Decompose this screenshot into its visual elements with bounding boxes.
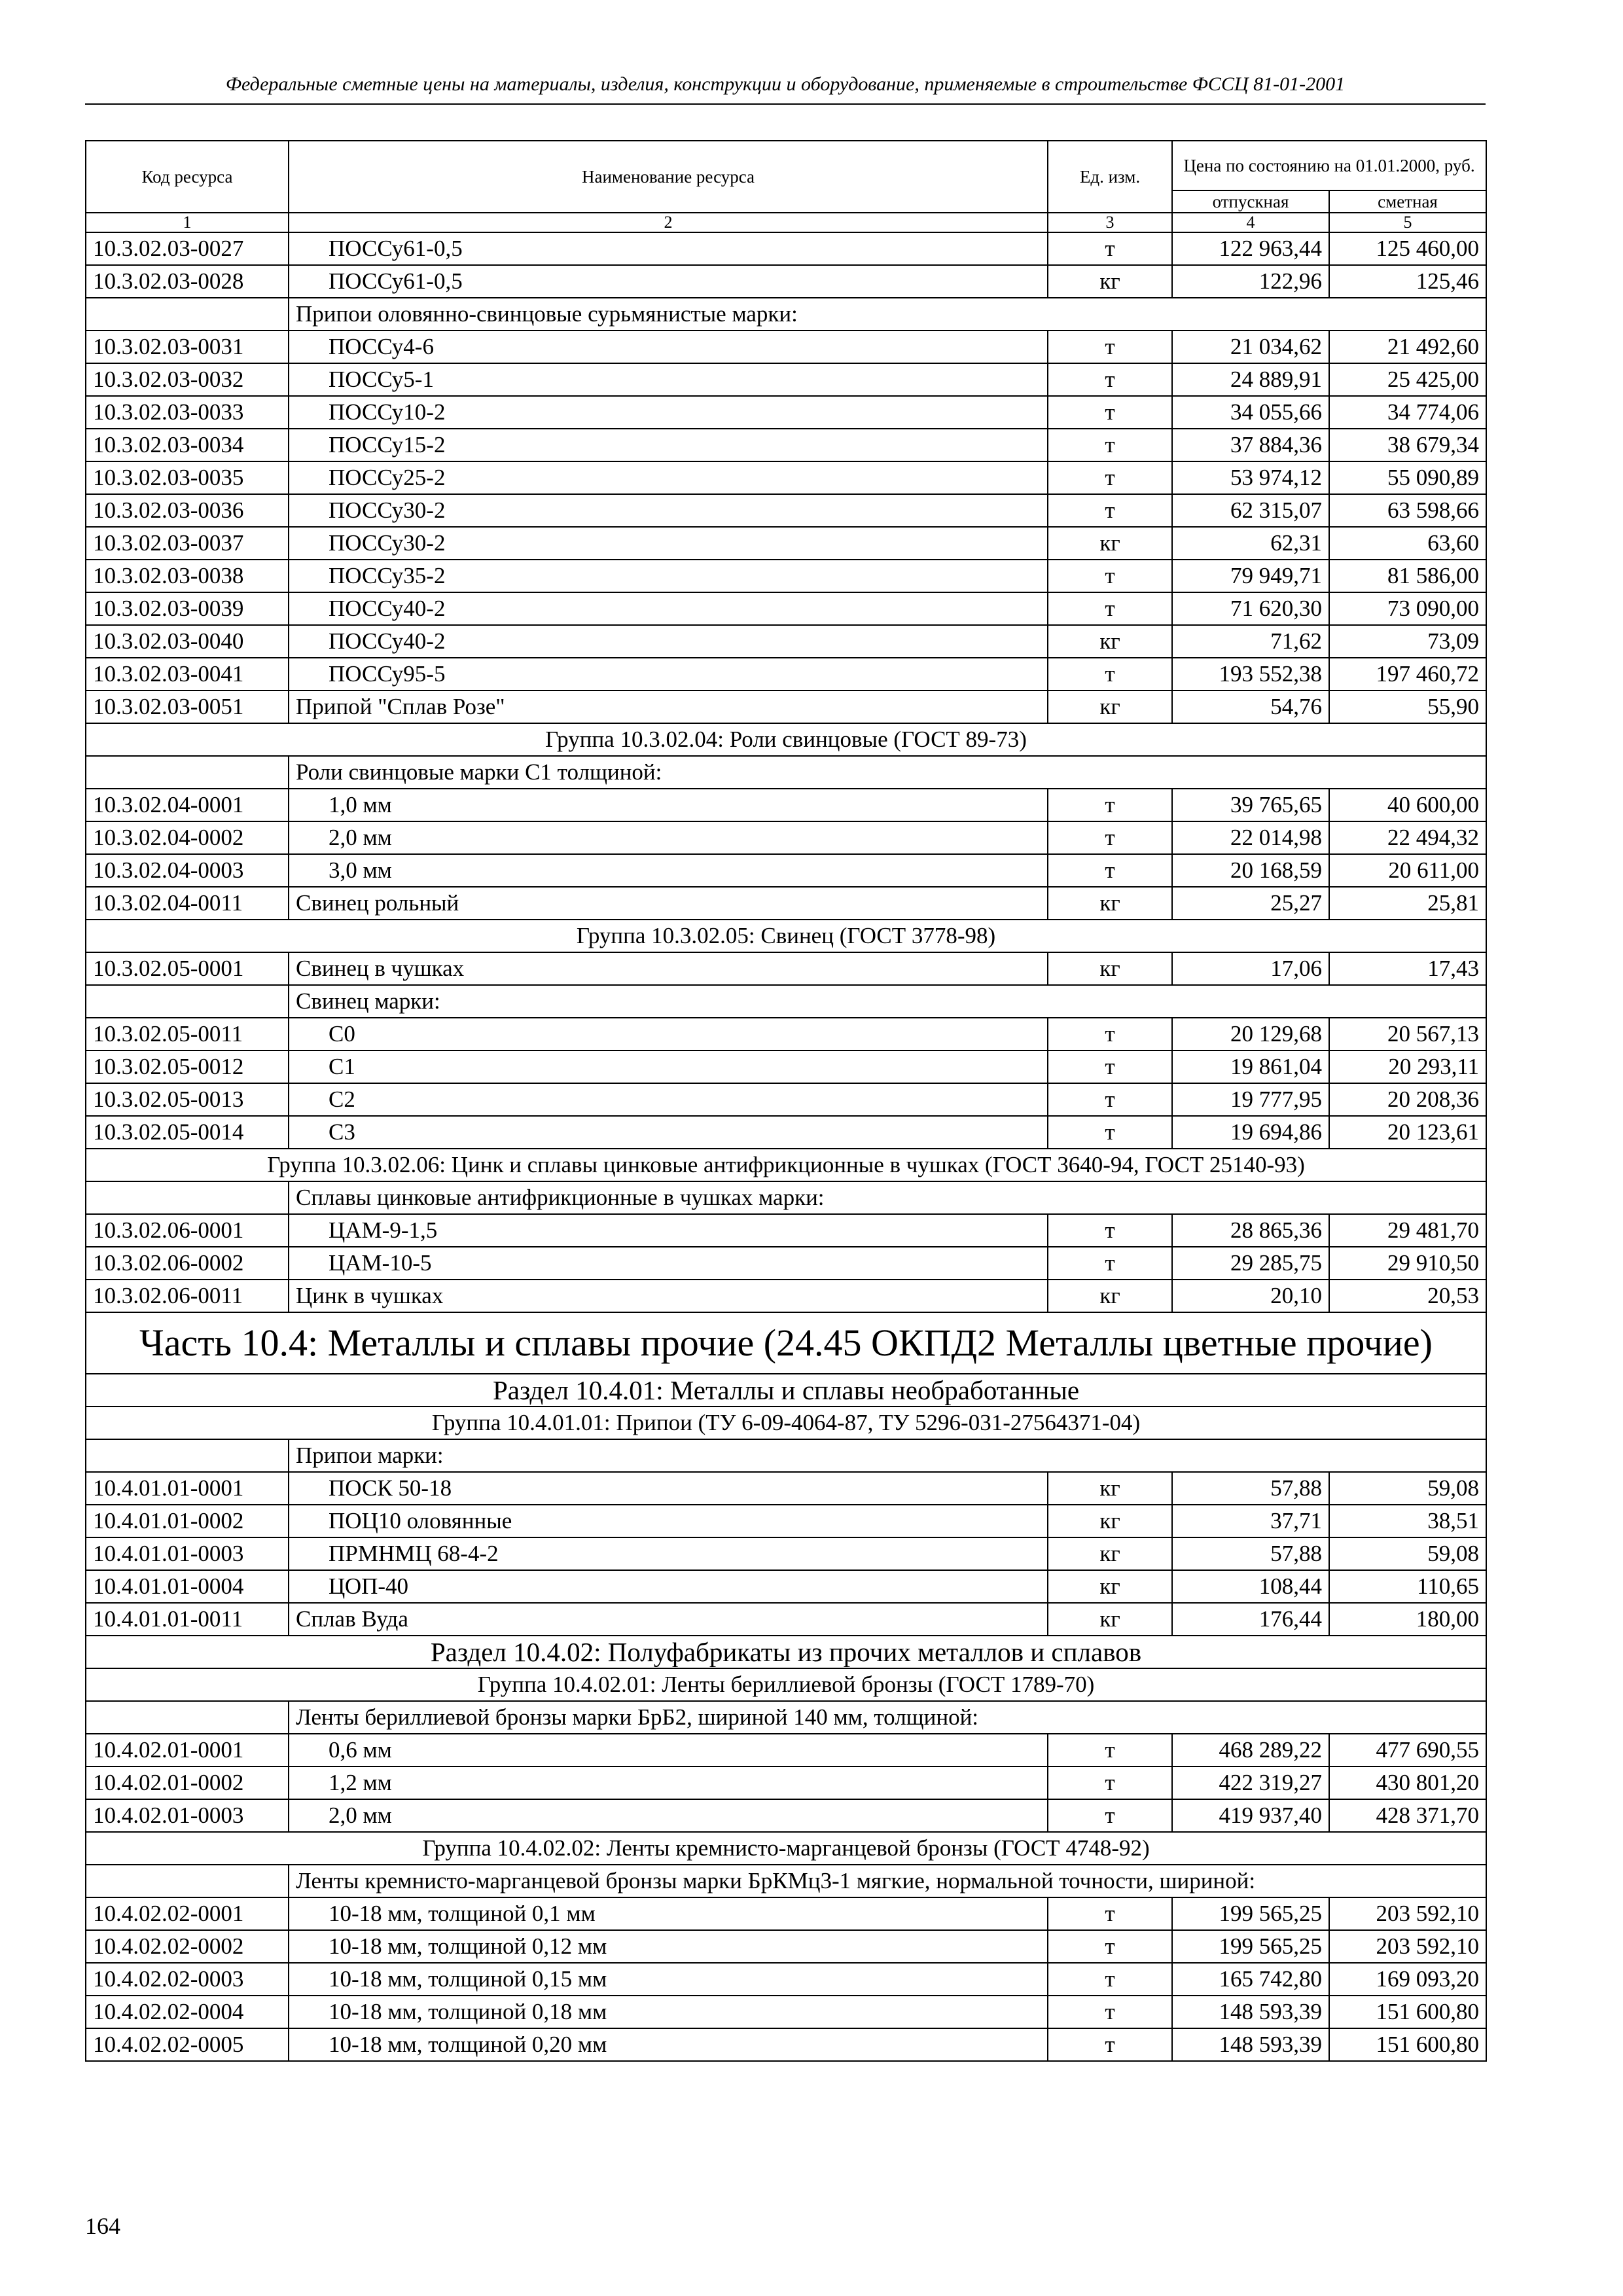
price-estimate: 430 801,20 <box>1329 1767 1486 1799</box>
resource-name: ПОССу30-2 <box>289 527 1048 560</box>
table-row <box>86 1734 1486 1767</box>
price-release: 22 014,98 <box>1172 821 1329 854</box>
price-release: 17,06 <box>1172 952 1329 985</box>
price-estimate: 55,90 <box>1329 691 1486 723</box>
unit-of-measure: т <box>1048 1767 1172 1799</box>
price-estimate: 203 592,10 <box>1329 1930 1486 1963</box>
price-release: 468 289,22 <box>1172 1734 1329 1767</box>
resource-code: 10.3.02.04-0001 <box>86 789 289 821</box>
header-price: Цена по состоянию на 01.01.2000, руб. <box>1172 141 1486 190</box>
empty-code-cell <box>86 756 289 789</box>
price-release: 20 129,68 <box>1172 1018 1329 1050</box>
resource-code: 10.3.02.03-0036 <box>86 494 289 527</box>
table-row <box>86 265 1486 298</box>
price-release: 21 034,62 <box>1172 331 1329 363</box>
table-row <box>86 1767 1486 1799</box>
price-release: 25,27 <box>1172 887 1329 920</box>
group-heading-row <box>86 1407 1486 1439</box>
table-row <box>86 1897 1486 1930</box>
resource-code: 10.3.02.03-0032 <box>86 363 289 396</box>
unit-of-measure: т <box>1048 1247 1172 1280</box>
resource-code: 10.3.02.05-0011 <box>86 1018 289 1050</box>
resource-name: ПОСК 50-18 <box>289 1472 1048 1505</box>
resource-name: 1,2 мм <box>289 1767 1048 1799</box>
column-number: 1 <box>86 213 289 232</box>
part-heading: Часть 10.4: Металлы и сплавы прочие (24.45 ОКПД2 Металлы цветные прочие) <box>86 1312 1486 1374</box>
unit-of-measure: т <box>1048 363 1172 396</box>
resource-code: 10.4.01.01-0004 <box>86 1570 289 1603</box>
price-release: 193 552,38 <box>1172 658 1329 691</box>
resource-code: 10.4.01.01-0002 <box>86 1505 289 1537</box>
table-row <box>86 1570 1486 1603</box>
table-row <box>86 1018 1486 1050</box>
subheading-text: Сплавы цинковые антифрикционные в чушках марки: <box>289 1181 1486 1214</box>
table-row <box>86 854 1486 887</box>
price-release: 199 565,25 <box>1172 1897 1329 1930</box>
empty-code-cell <box>86 1701 289 1734</box>
resource-code: 10.4.01.01-0003 <box>86 1537 289 1570</box>
price-estimate: 20 208,36 <box>1329 1083 1486 1116</box>
unit-of-measure: кг <box>1048 887 1172 920</box>
price-estimate: 20 123,61 <box>1329 1116 1486 1149</box>
table-row <box>86 1050 1486 1083</box>
price-release: 20 168,59 <box>1172 854 1329 887</box>
price-release: 28 865,36 <box>1172 1214 1329 1247</box>
price-estimate: 21 492,60 <box>1329 331 1486 363</box>
resource-code: 10.3.02.03-0031 <box>86 331 289 363</box>
price-release: 19 694,86 <box>1172 1116 1329 1149</box>
resource-name: 2,0 мм <box>289 821 1048 854</box>
resource-code: 10.3.02.05-0013 <box>86 1083 289 1116</box>
unit-of-measure: т <box>1048 1734 1172 1767</box>
price-release: 71 620,30 <box>1172 592 1329 625</box>
table-row <box>86 527 1486 560</box>
resource-code: 10.4.02.01-0003 <box>86 1799 289 1832</box>
price-estimate: 40 600,00 <box>1329 789 1486 821</box>
unit-of-measure: т <box>1048 1963 1172 1996</box>
resource-name: 1,0 мм <box>289 789 1048 821</box>
resource-name: ПОССу40-2 <box>289 625 1048 658</box>
price-release: 24 889,91 <box>1172 363 1329 396</box>
resource-code: 10.4.01.01-0011 <box>86 1603 289 1636</box>
resource-name: Припой "Сплав Розе" <box>289 691 1048 723</box>
price-estimate: 73 090,00 <box>1329 592 1486 625</box>
resource-name: С2 <box>289 1083 1048 1116</box>
price-release: 54,76 <box>1172 691 1329 723</box>
unit-of-measure: т <box>1048 232 1172 265</box>
subheading-text: Припои оловянно-свинцовые сурьмянистые марки: <box>289 298 1486 331</box>
unit-of-measure: т <box>1048 331 1172 363</box>
empty-code-cell <box>86 1439 289 1472</box>
section-heading: Раздел 10.4.01: Металлы и сплавы необработанные <box>86 1374 1486 1407</box>
subheading-row <box>86 756 1486 789</box>
unit-of-measure: т <box>1048 461 1172 494</box>
resource-name: Сплав Вуда <box>289 1603 1048 1636</box>
price-estimate: 151 600,80 <box>1329 2028 1486 2061</box>
header-unit: Ед. изм. <box>1048 141 1172 213</box>
price-release: 79 949,71 <box>1172 560 1329 592</box>
resource-name: ПОССу25-2 <box>289 461 1048 494</box>
table-row <box>86 560 1486 592</box>
resource-code: 10.3.02.03-0038 <box>86 560 289 592</box>
price-estimate: 63,60 <box>1329 527 1486 560</box>
resource-code: 10.3.02.03-0040 <box>86 625 289 658</box>
price-estimate: 59,08 <box>1329 1472 1486 1505</box>
table-row <box>86 1247 1486 1280</box>
resource-name: 10-18 мм, толщиной 0,12 мм <box>289 1930 1048 1963</box>
price-estimate: 477 690,55 <box>1329 1734 1486 1767</box>
resource-name: ПОССу4-6 <box>289 331 1048 363</box>
table-row <box>86 1963 1486 1996</box>
subheading-text: Свинец марки: <box>289 985 1486 1018</box>
price-release: 71,62 <box>1172 625 1329 658</box>
resource-name: 10-18 мм, толщиной 0,18 мм <box>289 1996 1048 2028</box>
resource-name: ПОССу5-1 <box>289 363 1048 396</box>
unit-of-measure: кг <box>1048 1472 1172 1505</box>
price-estimate: 125 460,00 <box>1329 232 1486 265</box>
resource-name: 10-18 мм, толщиной 0,20 мм <box>289 2028 1048 2061</box>
table-row <box>86 592 1486 625</box>
resource-code: 10.3.02.06-0002 <box>86 1247 289 1280</box>
price-estimate: 22 494,32 <box>1329 821 1486 854</box>
table-row <box>86 1603 1486 1636</box>
column-number: 3 <box>1048 213 1172 232</box>
table-row <box>86 429 1486 461</box>
subheading-row <box>86 1865 1486 1897</box>
price-release: 37 884,36 <box>1172 429 1329 461</box>
unit-of-measure: т <box>1048 854 1172 887</box>
table-row <box>86 821 1486 854</box>
header-name: Наименование ресурса <box>289 141 1048 213</box>
unit-of-measure: кг <box>1048 1505 1172 1537</box>
resource-code: 10.3.02.05-0001 <box>86 952 289 985</box>
resource-name: 10-18 мм, толщиной 0,15 мм <box>289 1963 1048 1996</box>
unit-of-measure: т <box>1048 1930 1172 1963</box>
resource-name: ЦАМ-10-5 <box>289 1247 1048 1280</box>
page-number: 164 <box>85 2213 120 2239</box>
unit-of-measure: кг <box>1048 1537 1172 1570</box>
price-release: 419 937,40 <box>1172 1799 1329 1832</box>
resource-name: ЦОП-40 <box>289 1570 1048 1603</box>
resource-code: 10.3.02.03-0028 <box>86 265 289 298</box>
unit-of-measure: т <box>1048 1116 1172 1149</box>
price-estimate: 25,81 <box>1329 887 1486 920</box>
price-release: 422 319,27 <box>1172 1767 1329 1799</box>
unit-of-measure: кг <box>1048 691 1172 723</box>
price-release: 57,88 <box>1172 1537 1329 1570</box>
subheading-row <box>86 1181 1486 1214</box>
resource-code: 10.3.02.03-0034 <box>86 429 289 461</box>
column-number: 2 <box>289 213 1048 232</box>
column-number: 4 <box>1172 213 1329 232</box>
resource-name: ПОССу95-5 <box>289 658 1048 691</box>
price-estimate: 151 600,80 <box>1329 1996 1486 2028</box>
price-estimate: 17,43 <box>1329 952 1486 985</box>
subheading-row <box>86 1701 1486 1734</box>
unit-of-measure: т <box>1048 396 1172 429</box>
resource-name: ПОССу61-0,5 <box>289 232 1048 265</box>
table-row <box>86 363 1486 396</box>
price-release: 108,44 <box>1172 1570 1329 1603</box>
unit-of-measure: т <box>1048 429 1172 461</box>
resource-name: 10-18 мм, толщиной 0,1 мм <box>289 1897 1048 1930</box>
header-code: Код ресурса <box>86 141 289 213</box>
price-release: 62 315,07 <box>1172 494 1329 527</box>
price-estimate: 20 293,11 <box>1329 1050 1486 1083</box>
unit-of-measure: кг <box>1048 625 1172 658</box>
price-estimate: 203 592,10 <box>1329 1897 1486 1930</box>
section-heading-row <box>86 1636 1486 1668</box>
resource-code: 10.3.02.05-0014 <box>86 1116 289 1149</box>
resource-code: 10.4.02.02-0004 <box>86 1996 289 2028</box>
unit-of-measure: т <box>1048 560 1172 592</box>
table-row <box>86 2028 1486 2061</box>
price-release: 148 593,39 <box>1172 1996 1329 2028</box>
resource-code: 10.3.02.03-0041 <box>86 658 289 691</box>
price-release: 19 861,04 <box>1172 1050 1329 1083</box>
price-release: 199 565,25 <box>1172 1930 1329 1963</box>
resource-code: 10.3.02.06-0001 <box>86 1214 289 1247</box>
subheading-row <box>86 1439 1486 1472</box>
price-estimate: 34 774,06 <box>1329 396 1486 429</box>
price-release: 148 593,39 <box>1172 2028 1329 2061</box>
unit-of-measure: кг <box>1048 1603 1172 1636</box>
unit-of-measure: т <box>1048 1799 1172 1832</box>
header-rule <box>85 103 1486 105</box>
price-estimate: 29 910,50 <box>1329 1247 1486 1280</box>
running-header: Федеральные сметные цены на материалы, изделия, конструкции и оборудование, применяемые в строительстве ФССЦ 81-01-2001 <box>225 73 1346 95</box>
resource-code: 10.3.02.03-0033 <box>86 396 289 429</box>
price-release: 34 055,66 <box>1172 396 1329 429</box>
price-release: 57,88 <box>1172 1472 1329 1505</box>
subheading-row <box>86 985 1486 1018</box>
section-heading-row <box>86 1374 1486 1407</box>
subheading-text: Ленты кремнисто-марганцевой бронзы марки БрКМц3-1 мягкие, нормальной точности, шириной: <box>289 1865 1486 1897</box>
price-release: 39 765,65 <box>1172 789 1329 821</box>
group-heading-row <box>86 1668 1486 1701</box>
unit-of-measure: т <box>1048 658 1172 691</box>
subheading-row <box>86 298 1486 331</box>
header-price-estimate: сметная <box>1329 190 1486 213</box>
price-estimate: 59,08 <box>1329 1537 1486 1570</box>
empty-code-cell <box>86 1181 289 1214</box>
table-row <box>86 691 1486 723</box>
price-estimate: 73,09 <box>1329 625 1486 658</box>
price-estimate: 20 611,00 <box>1329 854 1486 887</box>
unit-of-measure: кг <box>1048 527 1172 560</box>
subheading-text: Роли свинцовые марки С1 толщиной: <box>289 756 1486 789</box>
table-row <box>86 1996 1486 2028</box>
table-row <box>86 232 1486 265</box>
table-row <box>86 625 1486 658</box>
table-row <box>86 1537 1486 1570</box>
price-estimate: 125,46 <box>1329 265 1486 298</box>
table-row <box>86 1930 1486 1963</box>
price-estimate: 55 090,89 <box>1329 461 1486 494</box>
table-row <box>86 789 1486 821</box>
group-heading-row <box>86 723 1486 756</box>
resource-code: 10.4.01.01-0001 <box>86 1472 289 1505</box>
table-row <box>86 1214 1486 1247</box>
group-heading: Группа 10.4.01.01: Припои (ТУ 6-09-4064-87, ТУ 5296-031-27564371-04) <box>86 1407 1486 1439</box>
price-estimate: 428 371,70 <box>1329 1799 1486 1832</box>
table-row <box>86 1472 1486 1505</box>
subheading-text: Припои марки: <box>289 1439 1486 1472</box>
price-estimate: 81 586,00 <box>1329 560 1486 592</box>
price-estimate: 63 598,66 <box>1329 494 1486 527</box>
part-heading-row <box>86 1312 1486 1374</box>
unit-of-measure: т <box>1048 1018 1172 1050</box>
price-estimate: 29 481,70 <box>1329 1214 1486 1247</box>
resource-name: ЦАМ-9-1,5 <box>289 1214 1048 1247</box>
unit-of-measure: кг <box>1048 265 1172 298</box>
table-row <box>86 952 1486 985</box>
resource-name: ПОССу61-0,5 <box>289 265 1048 298</box>
group-heading: Группа 10.4.02.02: Ленты кремнисто-марганцевой бронзы (ГОСТ 4748-92) <box>86 1832 1486 1865</box>
price-release: 176,44 <box>1172 1603 1329 1636</box>
resource-name: Свинец рольный <box>289 887 1048 920</box>
empty-code-cell <box>86 985 289 1018</box>
unit-of-measure: т <box>1048 789 1172 821</box>
unit-of-measure: кг <box>1048 1280 1172 1312</box>
price-estimate: 20 567,13 <box>1329 1018 1486 1050</box>
group-heading: Группа 10.3.02.04: Роли свинцовые (ГОСТ 89-73) <box>86 723 1486 756</box>
group-heading: Группа 10.3.02.05: Свинец (ГОСТ 3778-98) <box>86 920 1486 952</box>
table-row <box>86 1280 1486 1312</box>
resource-code: 10.4.02.02-0001 <box>86 1897 289 1930</box>
resource-name: 2,0 мм <box>289 1799 1048 1832</box>
resource-name: 3,0 мм <box>289 854 1048 887</box>
empty-code-cell <box>86 298 289 331</box>
resource-name: Свинец в чушках <box>289 952 1048 985</box>
table-row <box>86 658 1486 691</box>
resource-code: 10.3.02.04-0003 <box>86 854 289 887</box>
table-body <box>86 232 1486 2061</box>
resource-code: 10.3.02.03-0027 <box>86 232 289 265</box>
table-row <box>86 494 1486 527</box>
unit-of-measure: т <box>1048 1083 1172 1116</box>
unit-of-measure: кг <box>1048 1570 1172 1603</box>
table-row <box>86 1116 1486 1149</box>
resource-name: Цинк в чушках <box>289 1280 1048 1312</box>
price-estimate: 197 460,72 <box>1329 658 1486 691</box>
resource-code: 10.3.02.05-0012 <box>86 1050 289 1083</box>
resource-name: С0 <box>289 1018 1048 1050</box>
resource-name: ПОССу40-2 <box>289 592 1048 625</box>
table-row <box>86 887 1486 920</box>
resource-code: 10.4.02.02-0003 <box>86 1963 289 1996</box>
resource-name: ПОССу35-2 <box>289 560 1048 592</box>
resource-code: 10.4.02.02-0005 <box>86 2028 289 2061</box>
price-release: 19 777,95 <box>1172 1083 1329 1116</box>
resource-code: 10.3.02.03-0039 <box>86 592 289 625</box>
unit-of-measure: т <box>1048 1050 1172 1083</box>
column-number: 5 <box>1329 213 1486 232</box>
resource-name: ПОССу30-2 <box>289 494 1048 527</box>
table-row <box>86 1083 1486 1116</box>
group-heading-row <box>86 1149 1486 1181</box>
resource-name: ПОССу10-2 <box>289 396 1048 429</box>
resource-name: 0,6 мм <box>289 1734 1048 1767</box>
unit-of-measure: кг <box>1048 952 1172 985</box>
price-estimate: 38 679,34 <box>1329 429 1486 461</box>
resource-name: ПОССу15-2 <box>289 429 1048 461</box>
price-release: 20,10 <box>1172 1280 1329 1312</box>
table-row <box>86 331 1486 363</box>
empty-code-cell <box>86 1865 289 1897</box>
resource-name: С3 <box>289 1116 1048 1149</box>
price-release: 122,96 <box>1172 265 1329 298</box>
unit-of-measure: т <box>1048 1897 1172 1930</box>
unit-of-measure: т <box>1048 1214 1172 1247</box>
unit-of-measure: т <box>1048 1996 1172 2028</box>
resource-code: 10.3.02.03-0035 <box>86 461 289 494</box>
table-row <box>86 1505 1486 1537</box>
price-estimate: 38,51 <box>1329 1505 1486 1537</box>
header-price-release: отпускная <box>1172 190 1329 213</box>
price-release: 122 963,44 <box>1172 232 1329 265</box>
resource-code: 10.3.02.04-0011 <box>86 887 289 920</box>
table-header <box>86 141 1486 232</box>
price-release: 165 742,80 <box>1172 1963 1329 1996</box>
price-estimate: 169 093,20 <box>1329 1963 1486 1996</box>
group-heading: Группа 10.4.02.01: Ленты бериллиевой бронзы (ГОСТ 1789-70) <box>86 1668 1486 1701</box>
unit-of-measure: т <box>1048 821 1172 854</box>
resource-code: 10.3.02.04-0002 <box>86 821 289 854</box>
price-estimate: 25 425,00 <box>1329 363 1486 396</box>
resource-name: С1 <box>289 1050 1048 1083</box>
unit-of-measure: т <box>1048 2028 1172 2061</box>
resource-code: 10.4.02.01-0002 <box>86 1767 289 1799</box>
section-heading: Раздел 10.4.02: Полуфабрикаты из прочих металлов и сплавов <box>86 1636 1486 1668</box>
table-row <box>86 461 1486 494</box>
table-row <box>86 396 1486 429</box>
price-estimate: 180,00 <box>1329 1603 1486 1636</box>
price-release: 62,31 <box>1172 527 1329 560</box>
subheading-text: Ленты бериллиевой бронзы марки БрБ2, шириной 140 мм, толщиной: <box>289 1701 1486 1734</box>
price-estimate: 110,65 <box>1329 1570 1486 1603</box>
unit-of-measure: т <box>1048 592 1172 625</box>
price-release: 29 285,75 <box>1172 1247 1329 1280</box>
group-heading-row <box>86 920 1486 952</box>
resource-code: 10.4.02.02-0002 <box>86 1930 289 1963</box>
price-release: 53 974,12 <box>1172 461 1329 494</box>
resource-code: 10.3.02.03-0037 <box>86 527 289 560</box>
price-table <box>85 140 1487 2062</box>
resource-name: ПРМНМЦ 68-4-2 <box>289 1537 1048 1570</box>
resource-code: 10.3.02.06-0011 <box>86 1280 289 1312</box>
price-estimate: 20,53 <box>1329 1280 1486 1312</box>
group-heading: Группа 10.3.02.06: Цинк и сплавы цинковые антифрикционные в чушках (ГОСТ 3640-94, ГОСТ 25140-93) <box>86 1149 1486 1181</box>
resource-name: ПОЦ10 оловянные <box>289 1505 1048 1537</box>
resource-code: 10.4.02.01-0001 <box>86 1734 289 1767</box>
resource-code: 10.3.02.03-0051 <box>86 691 289 723</box>
group-heading-row <box>86 1832 1486 1865</box>
unit-of-measure: т <box>1048 494 1172 527</box>
price-release: 37,71 <box>1172 1505 1329 1537</box>
table-row <box>86 1799 1486 1832</box>
